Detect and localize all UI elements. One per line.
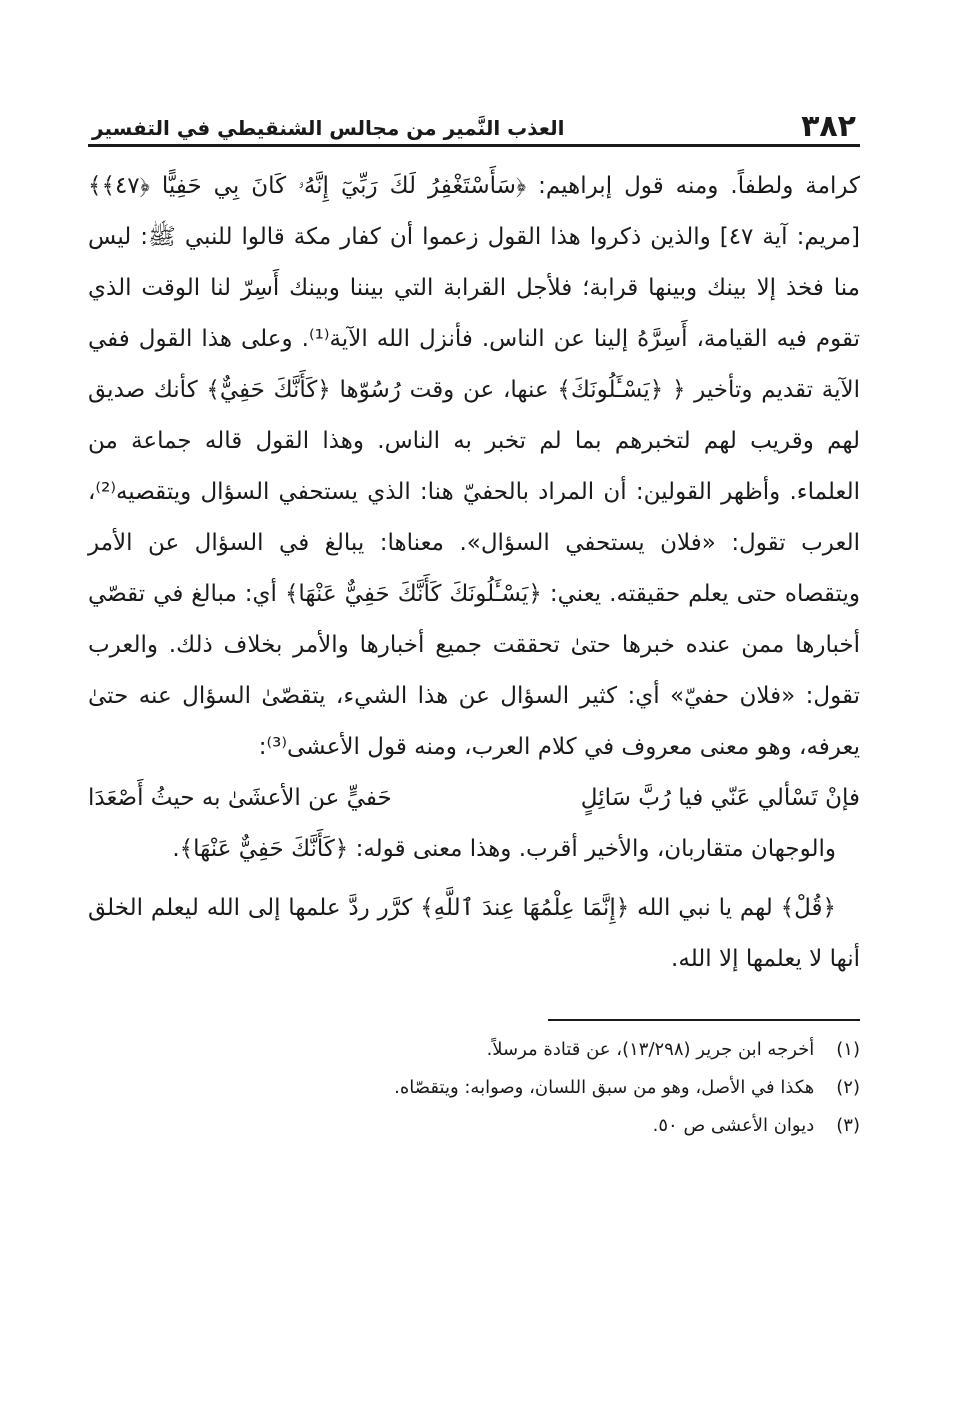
footnote-3 [88, 1107, 860, 1145]
verse-second-hemistich: حَفيٍّ عن الأعشَىٰ به حيثُ أَصْعَدَا [88, 785, 392, 811]
footnote-number: (١) [836, 1039, 860, 1060]
footnote-text: هكذا في الأصل، وهو من سبق اللسان، وصوابه: ويتقصّاه. [394, 1077, 815, 1098]
footnote-2 [88, 1069, 860, 1107]
page-number: ٣٨٢ [801, 109, 856, 144]
footnotes [88, 1031, 860, 1145]
footnote-number: (٢) [836, 1077, 860, 1098]
footnote-number: (٣) [836, 1115, 860, 1136]
paragraph-3: ﴿قُلْ﴾ لهم يا نبي الله ﴿إِنَّمَا عِلْمُهَا عِندَ ٱللَّهِ﴾ كرَّر ردَّ علمها إلى الله ليعلم الخلق أنها لا يعلمها إلا الله. [88, 895, 860, 972]
verse-first-hemistich: فإنْ تَسْألي عَنّي فيا رُبَّ سَائِلٍ [580, 785, 860, 811]
book-page [88, 92, 860, 1145]
main-text [88, 161, 860, 985]
footnote-1 [88, 1031, 860, 1069]
footnote-text: ديوان الأعشى ص ٥٠. [652, 1115, 815, 1136]
paragraph-2: والوجهان متقاربان، والأخير أقرب. وهذا معنى قوله: ﴿كَأَنَّكَ حَفِيٌّ عَنْهَا﴾. [172, 836, 836, 862]
footnote-divider [548, 1019, 860, 1021]
running-title: العذب النَّمير من مجالس الشنقيطي في التفسير [92, 116, 565, 140]
paragraph-1: كرامة ولطفاً. ومنه قول إبراهيم: ﴿سَأَسْتَغْفِرُ لَكَ رَبِّيٓ إِنَّهُۥ كَانَ بِي حَفِيًّا ﴿٤٧﴾﴾ [مريم: آية ٤٧] والذين ذكروا هذا القول زعموا أن كفار مكة قالوا للنبي ﷺ: ليس منا فخذ إلا بينك وبينها قرابة؛ فلأجل القرابة التي بيننا وبينك أَسِرّ لنا الوقت الذي تقوم فيه القيامة، أَسِرَّهُ إلينا عن الناس. فأنزل الله الآية⁽¹⁾. وعلى هذا القول ففي الآية تقديم وتأخير ﴿ ﴿يَسْـَٔلُونَكَ﴾ عنها، عن وقت رُسُوّها ﴿كَأَنَّكَ حَفِيٌّ﴾ كأنك صديق لهم وقريب لهم لتخبرهم بما لم تخبر به الناس. وهذا القول قاله جماعة من العلماء. وأظهر القولين: أن المراد بالحفيّ هنا: الذي يستحفي السؤال ويتقصيه⁽²⁾، العرب تقول: «فلان يستحفي السؤال». معناها: يبالغ في السؤال عن الأمر ويتقصاه حتى يعلم حقيقته. يعني: ﴿يَسْـَٔلُونَكَ كَأَنَّكَ حَفِيٌّ عَنْهَا﴾ أي: مبالغ في تقصّي أخبارها ممن عنده خبرها حتىٰ تحققت جميع أخبارها والأمر بخلاف ذلك. والعرب تقول: «فلان حفيّ» أي: كثير السؤال عن هذا الشيء، يتقصّىٰ السؤال عنه حتىٰ يعرفه، وهو معنى معروف في كلام العرب، ومنه قول الأعشى⁽³⁾: [88, 173, 861, 760]
poetry-verse [88, 773, 860, 824]
footnote-text: أخرجه ابن جرير (١٣/٢٩٨)، عن قتادة مرسلاً. [486, 1039, 815, 1060]
page-header [88, 92, 860, 147]
